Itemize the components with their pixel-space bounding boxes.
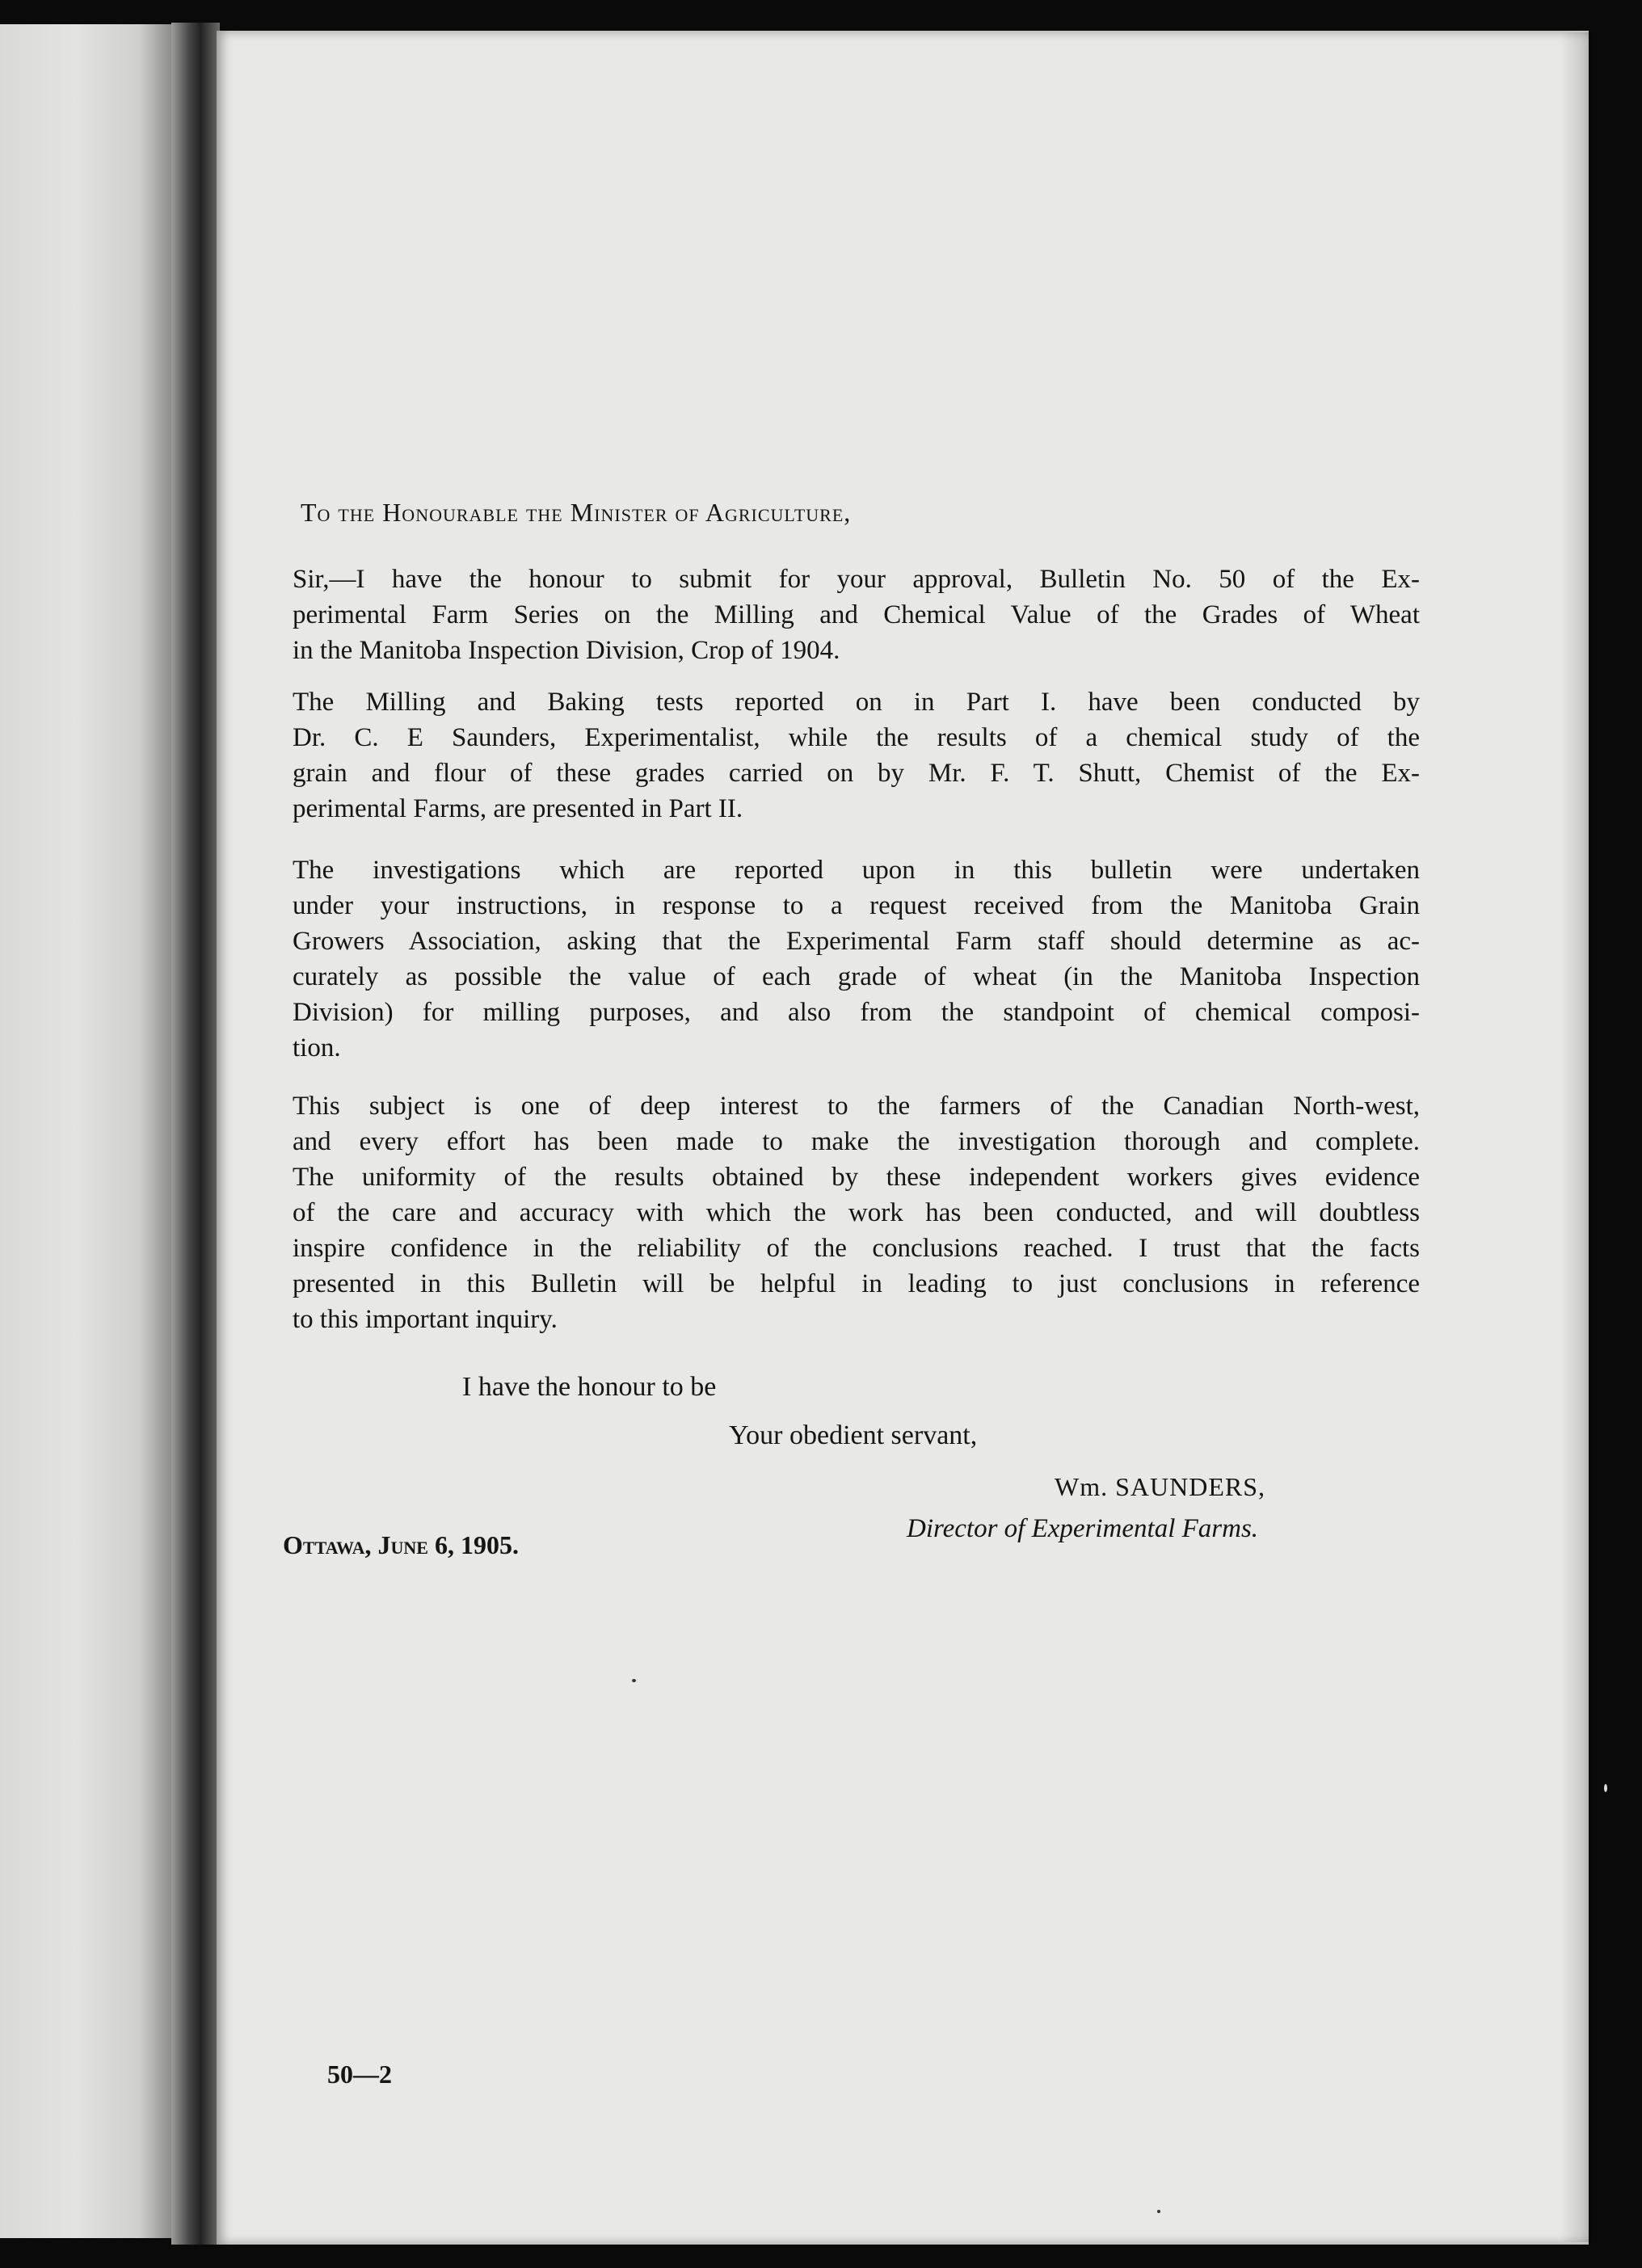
paragraph-2 (293, 684, 1420, 827)
facing-page-edge (0, 24, 186, 2238)
paragraph-line: Division) for milling purposes, and also from the standpoint of chemical composi- (293, 998, 1420, 1027)
paragraph-line: tion. (293, 1033, 341, 1062)
paragraph-line: curately as possible the value of each grade of wheat (in the Manitoba Inspection (293, 962, 1420, 991)
book-spine (171, 23, 220, 2245)
paragraph-line: Dr. C. E Saunders, Experimentalist, while the results of a chemical study of the (293, 723, 1420, 752)
paragraph-line: inspire confidence in the reliability of the conclusions reached. I trust that the facts (293, 1234, 1420, 1263)
paragraph-4 (293, 1088, 1420, 1337)
paragraph-line: in the Manitoba Inspection Division, Crop of 1904. (293, 636, 840, 665)
paragraph-3 (293, 852, 1420, 1066)
signer-name: Wm. SAUNDERS, (1055, 1472, 1266, 1501)
paragraph-line: Growers Association, asking that the Experimental Farm staff should determine as ac- (293, 927, 1420, 956)
paragraph-line: The uniformity of the results obtained by these independent workers gives evidence (293, 1163, 1420, 1192)
paragraph-line: The investigations which are reported upon in this bulletin were undertaken (293, 856, 1420, 885)
paragraph-line: perimental Farms, are presented in Part II. (293, 794, 743, 823)
paragraph-line: to this important inquiry. (293, 1305, 558, 1334)
paragraph-line: and every effort has been made to make the investigation thorough and complete. (293, 1127, 1420, 1156)
page-edge-shadow (1560, 32, 1592, 2242)
signer-title: Director of Experimental Farms. (907, 1514, 1259, 1543)
paragraph-line: perimental Farm Series on the Milling and Chemical Value of the Grades of Wheat (293, 600, 1420, 629)
closing-line-1: I have the honour to be (462, 1372, 717, 1402)
paragraph-1 (293, 562, 1420, 668)
paragraph-line: Sir,—I have the honour to submit for your approval, Bulletin No. 50 of the Ex- (293, 565, 1420, 594)
scan-speck (1604, 1784, 1607, 1792)
paragraph-line: under your instructions, in response to a request received from the Manitoba Grain (293, 891, 1420, 920)
paragraph-line: The Milling and Baking tests reported on in Part I. have been conducted by (293, 688, 1420, 717)
scan-speck (632, 1679, 636, 1682)
closing-line-2: Your obedient servant, (729, 1420, 978, 1450)
place-and-date: Ottawa, June 6, 1905. (283, 1530, 519, 1559)
page-number: 50—2 (327, 2060, 392, 2089)
salutation: To the Honourable the Minister of Agriculture, (301, 498, 852, 527)
paragraph-line: presented in this Bulletin will be helpful in leading to just conclusions in reference (293, 1269, 1420, 1298)
paragraph-line: This subject is one of deep interest to the farmers of the Canadian North-west, (293, 1092, 1420, 1121)
paragraph-line: grain and flour of these grades carried on by Mr. F. T. Shutt, Chemist of the Ex- (293, 759, 1420, 788)
scan-speck (1157, 2210, 1160, 2213)
paragraph-line: of the care and accuracy with which the work has been conducted, and will doubtless (293, 1198, 1420, 1227)
